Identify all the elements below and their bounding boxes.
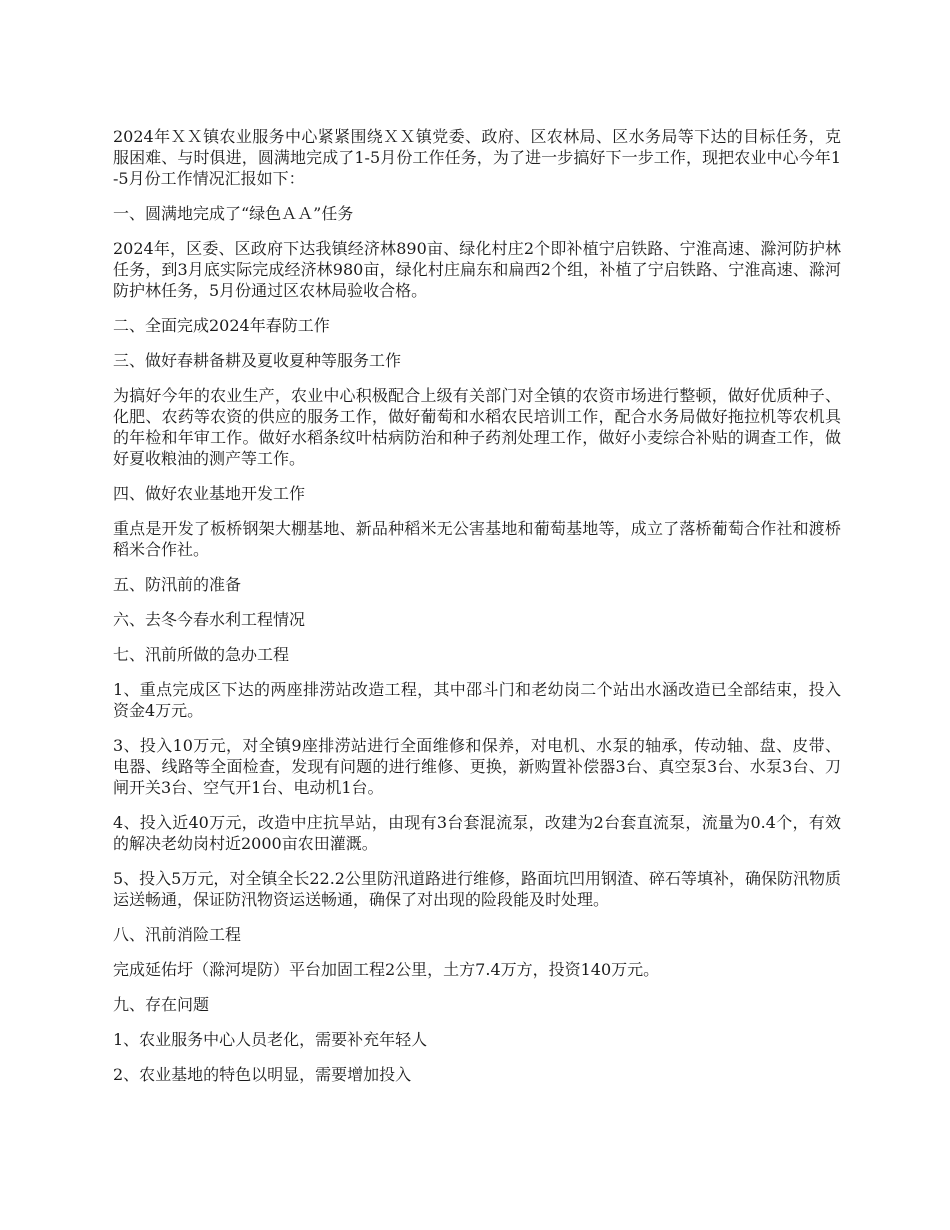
intro-paragraph: 2024年ＸＸ镇农业服务中心紧紧围绕ＸＸ镇党委、政府、区农林局、区水务局等下达的目标任务，克服困难、与时俱进，圆满地完成了1-5月份工作任务，为了进一步搞好下一步工作，现把农业中心今年1-5月份工作情况汇报如下：	[113, 127, 841, 188]
section-7-item-4: 4、投入近40万元，改造中庄抗旱站，由现有3台套混流泵，改建为2台套直流泵，流量为0.4个，有效的解决老幼岗村近2000亩农田灌溉。	[113, 813, 841, 853]
section-heading-4: 四、做好农业基地开发工作	[113, 484, 306, 503]
section-1-paragraph: 2024年，区委、区政府下达我镇经济林890亩、绿化村庄2个即补植宁启铁路、宁淮高速、滁河防护林任务，到3月底实际完成经济林980亩，绿化村庄扁东和扁西2个组，补植了宁启铁路、宁淮高速、滁河防护林任务，5月份通过区农林局验收合格。	[113, 239, 841, 300]
section-heading-9: 九、存在问题	[113, 995, 210, 1014]
section-7-item-3: 3、投入10万元，对全镇9座排涝站进行全面维修和保养，对电机、水泵的轴承，传动轴、盘、皮带、电器、线路等全面检查，发现有问题的进行维修、更换，新购置补偿器3台、真空泵3台、水泵3台、刀闸开关3台、空气开1台、电动机1台。	[113, 736, 841, 797]
section-7-item-5: 5、投入5万元，对全镇全长22.2公里防汛道路进行维修，路面坑凹用钢渣、碎石等填补，确保防汛物质运送畅通，保证防汛物资运送畅通，确保了对出现的险段能及时处理。	[113, 869, 841, 909]
section-heading-3: 三、做好春耕备耕及夏收夏种等服务工作	[113, 351, 402, 370]
section-heading-2: 二、全面完成2024年春防工作	[113, 316, 330, 335]
section-4-paragraph: 重点是开发了板桥钢架大棚基地、新品种稻米无公害基地和葡萄基地等，成立了落桥葡萄合作社和渡桥稻米合作社。	[113, 519, 841, 559]
section-8-paragraph: 完成延佑圩（滁河堤防）平台加固工程2公里，土方7.4万方，投资140万元。	[113, 960, 660, 979]
section-heading-5: 五、防汛前的准备	[113, 575, 242, 594]
section-heading-7: 七、汛前所做的急办工程	[113, 645, 290, 664]
section-9-item-2: 2、农业基地的特色以明显，需要增加投入	[113, 1065, 412, 1084]
section-heading-1: 一、圆满地完成了“绿色ＡＡ”任务	[113, 204, 354, 223]
section-9-item-1: 1、农业服务中心人员老化，需要补充年轻人	[113, 1030, 428, 1049]
document-body	[113, 126, 841, 1099]
section-7-item-1: 1、重点完成区下达的两座排涝站改造工程，其中邵斗门和老幼岗二个站出水涵改造已全部结束，投入资金4万元。	[113, 680, 841, 720]
section-3-paragraph: 为搞好今年的农业生产，农业中心积极配合上级有关部门对全镇的农资市场进行整顿，做好优质种子、化肥、农药等农资的供应的服务工作，做好葡萄和水稻农民培训工作，配合水务局做好拖拉机等农机具的年检和年审工作。做好水稻条纹叶枯病防治和种子药剂处理工作，做好小麦综合补贴的调查工作，做好夏收粮油的测产等工作。	[113, 386, 841, 468]
section-heading-8: 八、汛前消险工程	[113, 925, 242, 944]
section-heading-6: 六、去冬今春水利工程情况	[113, 610, 306, 629]
